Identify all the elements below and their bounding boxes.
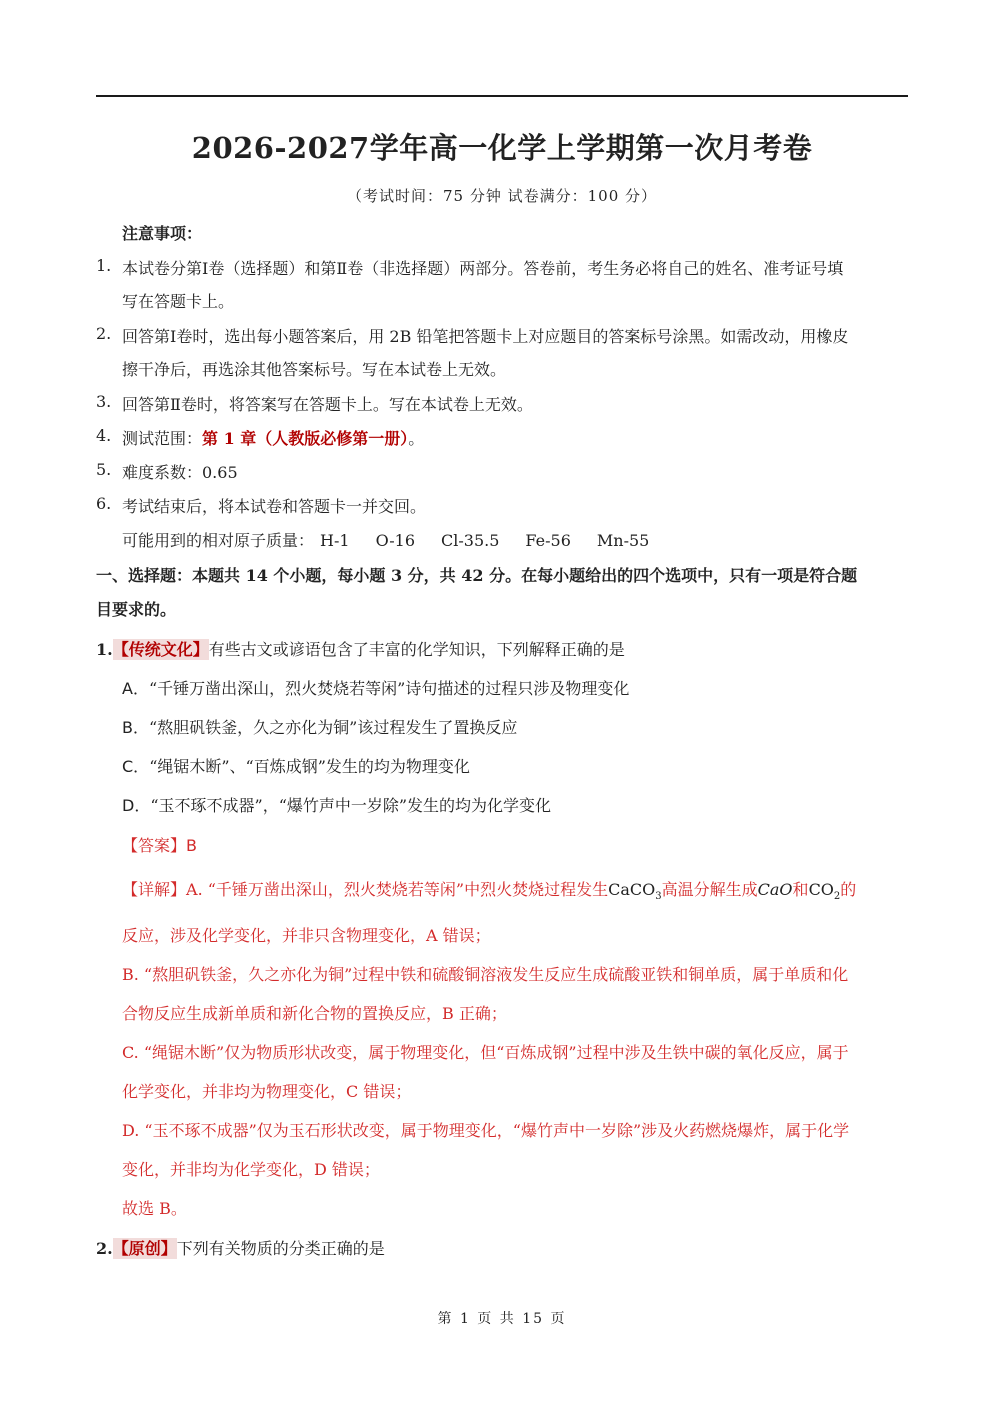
notice-item-1-line2: 写在答题卡上。	[122, 292, 235, 311]
option-d-text: “玉不琢不成器”，“爆竹声中一岁除”发生的均为化学变化	[150, 796, 552, 815]
notice-num-5: 5.	[96, 460, 112, 479]
explanation-label: 【详解】	[122, 880, 187, 899]
question-1-answer	[122, 833, 197, 856]
option-c-text: “绳锯木断”、“百炼成钢”发生的均为物理变化	[149, 757, 470, 776]
page-title: 2026-2027学年高一化学上学期第一次月考卷	[191, 131, 813, 165]
atomic-mass-mn: Mn-55	[596, 531, 650, 550]
question-1-tag: 【传统文化】	[112, 640, 209, 659]
question-2-stem	[96, 1236, 385, 1259]
notice-item-4	[122, 426, 424, 449]
question-1-number: 1.	[96, 640, 113, 659]
question-1-option-b	[122, 715, 517, 738]
option-a-letter: A．	[122, 679, 149, 698]
option-c-letter: C．	[122, 757, 150, 776]
atomic-mass-h: H-1	[320, 531, 350, 550]
question-2-tag: 【原创】	[112, 1239, 177, 1258]
atomic-mass-cl: Cl-35.5	[441, 531, 500, 550]
section-heading-line1: 一、选择题：本题共 14 个小题，每小题 3 分，共 42 分。在每小题给出的四个选项中，只有一项是符合题	[96, 566, 858, 585]
section-heading-line2: 目要求的。	[96, 600, 177, 619]
test-scope-end: 。	[408, 429, 425, 448]
formula-cao: CaO	[757, 880, 793, 899]
answer-value: B	[186, 836, 197, 855]
question-1-text: 有些古文或谚语包含了丰富的化学知识，下列解释正确的是	[208, 640, 625, 659]
notice-num-6: 6.	[96, 494, 112, 513]
notice-item-5: 难度系数：0.65	[122, 463, 238, 482]
option-b-letter: B．	[122, 718, 149, 737]
explanation-a-end: 的	[840, 880, 857, 899]
explanation-conclusion: 故选 B。	[122, 1199, 187, 1218]
notice-item-1-line1: 本试卷分第Ⅰ卷（选择题）和第Ⅱ卷（非选择题）两部分。答卷前，考生务必将自己的姓名、准考证号填	[122, 259, 844, 278]
explanation-a-line1	[122, 877, 856, 902]
explanation-c-line2: 化学变化，并非均为物理变化，C 错误；	[122, 1082, 412, 1101]
atomic-mass-row	[122, 528, 649, 551]
notice-num-1: 1.	[96, 256, 112, 275]
explanation-a-text1: A. “千锤万凿出深山，烈火焚烧若等闲”中烈火焚烧过程发生	[186, 880, 609, 899]
notice-item-6: 考试结束后，将本试卷和答题卡一并交回。	[122, 497, 427, 516]
test-scope-value: 第 1 章（人教版必修第一册）	[202, 429, 409, 448]
question-1-stem	[96, 637, 625, 660]
notice-num-2: 2.	[96, 324, 112, 343]
page-footer: 第 1 页 共 15 页	[437, 1311, 567, 1327]
header-rule	[96, 95, 908, 97]
notice-num-4: 4.	[96, 426, 112, 445]
question-2-text: 下列有关物质的分类正确的是	[176, 1239, 385, 1258]
explanation-b-line2: 合物反应生成新单质和新化合物的置换反应，B 正确；	[122, 1004, 507, 1023]
notice-item-2-line2: 擦干净后，再选涂其他答案标号。写在本试卷上无效。	[122, 360, 507, 379]
exam-info: （考试时间：75 分钟 试卷满分：100 分）	[346, 187, 658, 205]
explanation-d-line2: 变化，并非均为化学变化，D 错误；	[122, 1160, 380, 1179]
explanation-a-text2: 高温分解生成	[661, 880, 758, 899]
explanation-a-line2: 反应，涉及化学变化，并非只含物理变化，A 错误；	[122, 926, 491, 945]
notice-item-3: 回答第Ⅱ卷时，将答案写在答题卡上。写在本试卷上无效。	[122, 395, 533, 414]
answer-label: 【答案】	[122, 836, 187, 855]
explanation-a-and: 和	[792, 880, 809, 899]
formula-caco3: CaCO$_3$	[608, 880, 662, 903]
atomic-mass-label: 可能用到的相对原子质量：	[122, 531, 315, 550]
notice-heading: 注意事项：	[122, 224, 203, 243]
notice-num-3: 3.	[96, 392, 112, 411]
notice-item-2-line1: 回答第Ⅰ卷时，选出每小题答案后，用 2B 铅笔把答题卡上对应题目的答案标号涂黑。如需改动，用橡皮	[122, 327, 849, 346]
question-2-number: 2.	[96, 1239, 113, 1258]
explanation-c-line1: C. “绳锯木断”仅为物质形状改变，属于物理变化，但“百炼成钢”过程中涉及生铁中碳的氧化反应，属于	[122, 1043, 849, 1062]
atomic-mass-fe: Fe-56	[525, 531, 571, 550]
question-1-option-c	[122, 754, 470, 777]
test-scope-label: 测试范围：	[122, 429, 203, 448]
explanation-b-line1: B. “熬胆矾铁釜，久之亦化为铜”过程中铁和硫酸铜溶液发生反应生成硫酸亚铁和铜单质，属于单质和化	[122, 965, 849, 984]
atomic-mass-o: O-16	[375, 531, 416, 550]
formula-co2: $CO_2$	[808, 880, 841, 903]
option-a-text: “千锤万凿出深山，烈火焚烧若等闲”诗句描述的过程只涉及物理变化	[148, 679, 630, 698]
option-d-letter: D．	[122, 796, 151, 815]
question-1-option-d	[122, 793, 551, 816]
question-1-option-a	[122, 676, 629, 699]
explanation-d-line1: D. “玉不琢不成器”仅为玉石形状改变，属于物理变化，“爆竹声中一岁除”涉及火药燃烧爆炸，属于化学	[122, 1121, 850, 1140]
option-b-text: “熬胆矾铁釜，久之亦化为铜”该过程发生了置换反应	[148, 718, 518, 737]
